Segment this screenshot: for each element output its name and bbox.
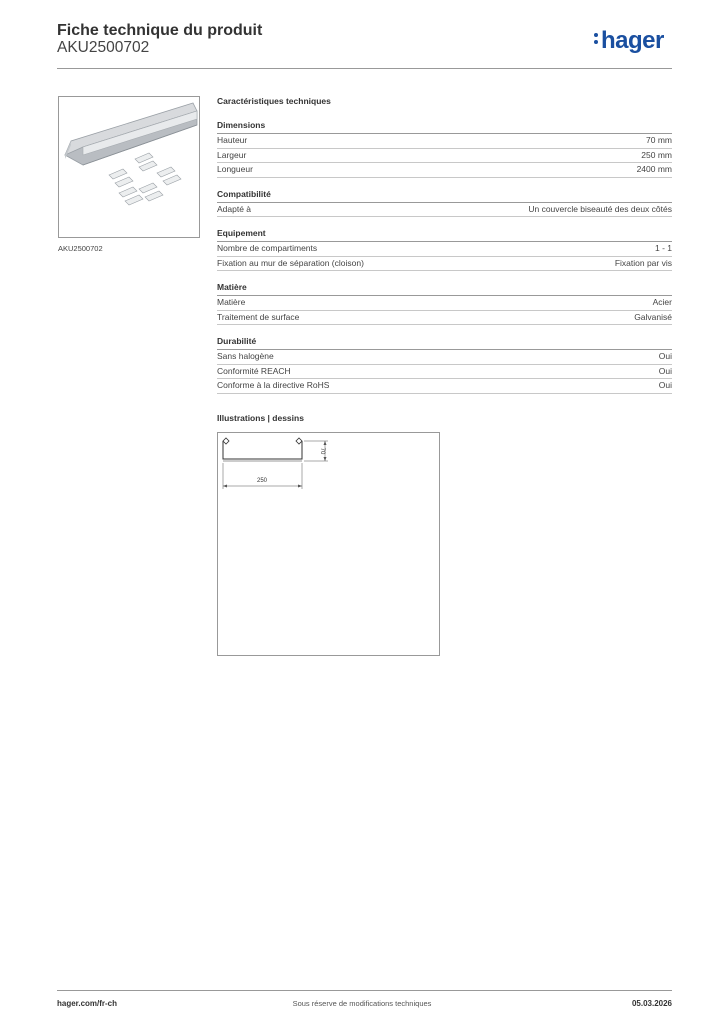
section-title: Durabilité xyxy=(217,336,672,350)
section-material xyxy=(217,282,672,325)
section-dimensions xyxy=(217,120,672,178)
technical-drawing xyxy=(217,432,440,656)
spec-row: Conforme à la directive RoHS Oui xyxy=(217,379,672,394)
section-title: Dimensions xyxy=(217,120,672,134)
width-dimension-label: 250 xyxy=(256,478,268,484)
illustrations-title: Illustrations | dessins xyxy=(217,413,304,423)
product-code: AKU2500702 xyxy=(57,39,150,56)
spec-row: Matière Acier xyxy=(217,296,672,311)
height-dimension-label: 70 xyxy=(319,447,325,455)
logo-dots-icon xyxy=(594,30,598,47)
spec-row: Fixation au mur de séparation (cloison) Fixation par vis xyxy=(217,257,672,272)
section-sustainability xyxy=(217,336,672,394)
section-title: Equipement xyxy=(217,228,672,242)
page-title: Fiche technique du produit xyxy=(57,22,263,39)
technical-specs xyxy=(217,96,672,394)
spec-row: Largeur 250 mm xyxy=(217,149,672,164)
footer-date: 05.03.2026 xyxy=(631,999,672,1008)
footer-website: hager.com/fr-ch xyxy=(57,999,118,1008)
section-equipment xyxy=(217,228,672,271)
cross-section-drawing xyxy=(218,433,439,655)
section-title: Compatibilité xyxy=(217,189,672,203)
footer-divider xyxy=(57,990,672,991)
spec-row: Hauteur 70 mm xyxy=(217,134,672,149)
spec-row: Conformité REACH Oui xyxy=(217,365,672,380)
spec-row: Sans halogène Oui xyxy=(217,350,672,365)
cable-trunking-illustration xyxy=(59,97,199,237)
specs-title: Caractéristiques techniques xyxy=(217,96,331,106)
spec-row: Traitement de surface Galvanisé xyxy=(217,311,672,326)
product-image xyxy=(58,96,200,238)
section-compatibility xyxy=(217,189,672,218)
header-divider xyxy=(57,68,672,69)
product-image-caption: AKU2500702 xyxy=(58,244,103,253)
spec-row: Nombre de compartiments 1 - 1 xyxy=(217,242,672,257)
hager-logo: hager xyxy=(594,27,664,55)
spec-row: Adapté à Un couvercle biseauté des deux côtés xyxy=(217,203,672,218)
section-title: Matière xyxy=(217,282,672,296)
footer-notice: Sous réserve de modifications techniques xyxy=(292,999,432,1008)
spec-row: Longueur 2400 mm xyxy=(217,163,672,178)
